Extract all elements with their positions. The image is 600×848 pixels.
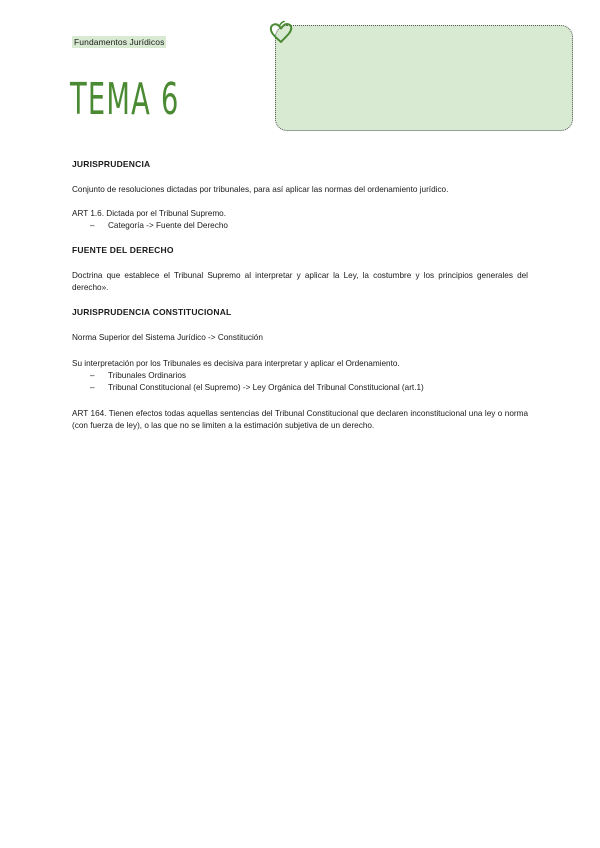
paragraph-jurisprudencia-definition: Conjunto de resoluciones dictadas por tribunales, para así aplicar las normas del ordenamiento jurídico. — [72, 185, 449, 194]
document-body — [72, 158, 528, 432]
subject-label: Fundamentos Jurídicos — [74, 37, 165, 47]
paragraph-art-164: ART 164. Tienen efectos todas aquellas sentencias del Tribunal Constitucional que declaren inconstitucional una ley o norma (con fuerza de ley), o las que no se limiten a la estimación subjetiva de un derecho. — [72, 409, 528, 430]
heading-jurisprudencia-constitucional: JURISPRUDENCIA CONSTITUCIONAL — [72, 307, 232, 317]
heading-jurisprudencia: JURISPRUDENCIA — [72, 159, 151, 169]
list-constitucional — [72, 370, 528, 394]
note-box — [275, 25, 573, 131]
paragraph-norma-superior: Norma Superior del Sistema Jurídico -> Constitución — [72, 333, 263, 342]
paragraph-fuente-definition: Doctrina que establece el Tribunal Supremo al interpretar y aplicar la Ley, la costumbre y los principios generales del derecho». — [72, 271, 528, 292]
paragraph-art-1-6: ART 1.6. Dictada por el Tribunal Supremo. — [72, 209, 226, 218]
list-jurisprudencia — [72, 220, 528, 232]
list-item: – Tribunales Ordinarios — [90, 370, 528, 382]
list-item: – Categoría -> Fuente del Derecho — [90, 220, 528, 232]
heading-fuente-del-derecho: FUENTE DEL DERECHO — [72, 245, 174, 255]
paragraph-interpretacion: Su interpretación por los Tribunales es decisiva para interpretar y aplicar el Ordenamiento. — [72, 359, 400, 368]
heart-icon — [268, 20, 294, 46]
list-item: – Tribunal Constitucional (el Supremo) -> Ley Orgánica del Tribunal Constitucional (art.1) — [90, 382, 528, 394]
page-title: TEMA 6 — [70, 74, 180, 125]
